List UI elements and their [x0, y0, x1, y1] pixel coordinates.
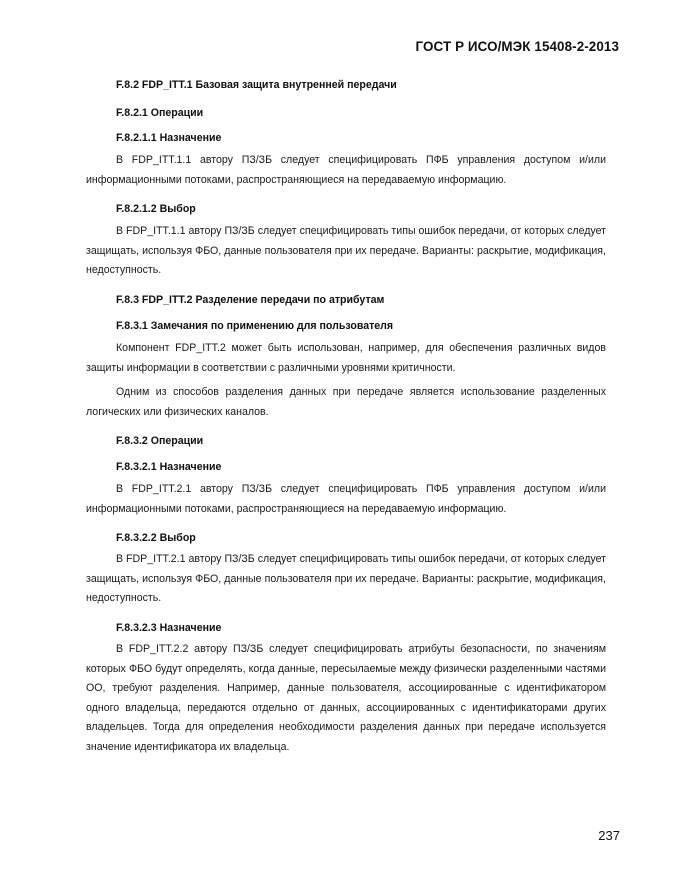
- paragraph: В FDP_ITT.2.1 автору ПЗ/ЗБ следует специфицировать типы ошибок передачи, от которых следует защищать, используя ФБО, данные пользователя при их передаче. Варианты: раскрытие, модификация, недоступность.: [86, 553, 606, 604]
- section-heading-f-8-3-2-2: F.8.3.2.2 Выбор: [116, 532, 196, 544]
- page-number: 237: [598, 828, 620, 843]
- section-heading-f-8-3: F.8.3 FDP_ITT.2 Разделение передачи по атрибутам: [116, 294, 385, 306]
- section-heading-f-8-2-1-2: F.8.2.1.2 Выбор: [116, 203, 196, 215]
- section-heading-f-8-3-2-1: F.8.3.2.1 Назначение: [116, 461, 222, 473]
- section-heading-f-8-2-1: F.8.2.1 Операции: [116, 107, 204, 119]
- section-heading-f-8-3-1: F.8.3.1 Замечания по применению для пользователя: [116, 320, 394, 332]
- paragraph: Одним из способов разделения данных при передаче является использование разделенных логических или физических каналов.: [86, 386, 606, 418]
- paragraph: В FDP_ITT.1.1 автору ПЗ/ЗБ следует специфицировать типы ошибок передачи, от которых следует защищать, используя ФБО, данные пользователя при их передаче. Варианты: раскрытие, модификация, недоступность.: [86, 225, 606, 276]
- section-heading-f-8-2: F.8.2 FDP_ITT.1 Базовая защита внутренней передачи: [116, 79, 397, 91]
- section-heading-f-8-2-1-1: F.8.2.1.1 Назначение: [116, 132, 222, 144]
- paragraph: В FDP_ITT.2.2 автору ПЗ/ЗБ следует специфицировать атрибуты безопасности, по значениям которых ФБО будут определять, когда данные, пересылаемые между физически разделенными частями ОО, требуют разделения. Например, данные пользователя, ассоциированные с идентификатором одного владельца, передаются отдельно от данных, ассоциированных с идентификаторами других владельцев. Тогда для определения необходимости разделения данных при передаче используется значение идентификатора их владельца.: [86, 643, 606, 753]
- paragraph: В FDP_ITT.1.1 автору ПЗ/ЗБ следует специфицировать ПФБ управления доступом и/или информационными потоками, распространяющиеся на передаваемую информацию.: [86, 154, 606, 186]
- section-heading-f-8-3-2: F.8.3.2 Операции: [116, 435, 204, 447]
- standard-header: ГОСТ Р ИСО/МЭК 15408-2-2013: [415, 39, 619, 54]
- paragraph: Компонент FDP_ITT.2 может быть использован, например, для обеспечения различных видов защиты информации в соответствии с различными уровнями критичности.: [86, 342, 606, 374]
- section-heading-f-8-3-2-3: F.8.3.2.3 Назначение: [116, 622, 222, 634]
- paragraph: В FDP_ITT.2.1 автору ПЗ/ЗБ следует специфицировать ПФБ управления доступом и/или информационными потоками, распространяющиеся на передаваемую информацию.: [86, 483, 606, 515]
